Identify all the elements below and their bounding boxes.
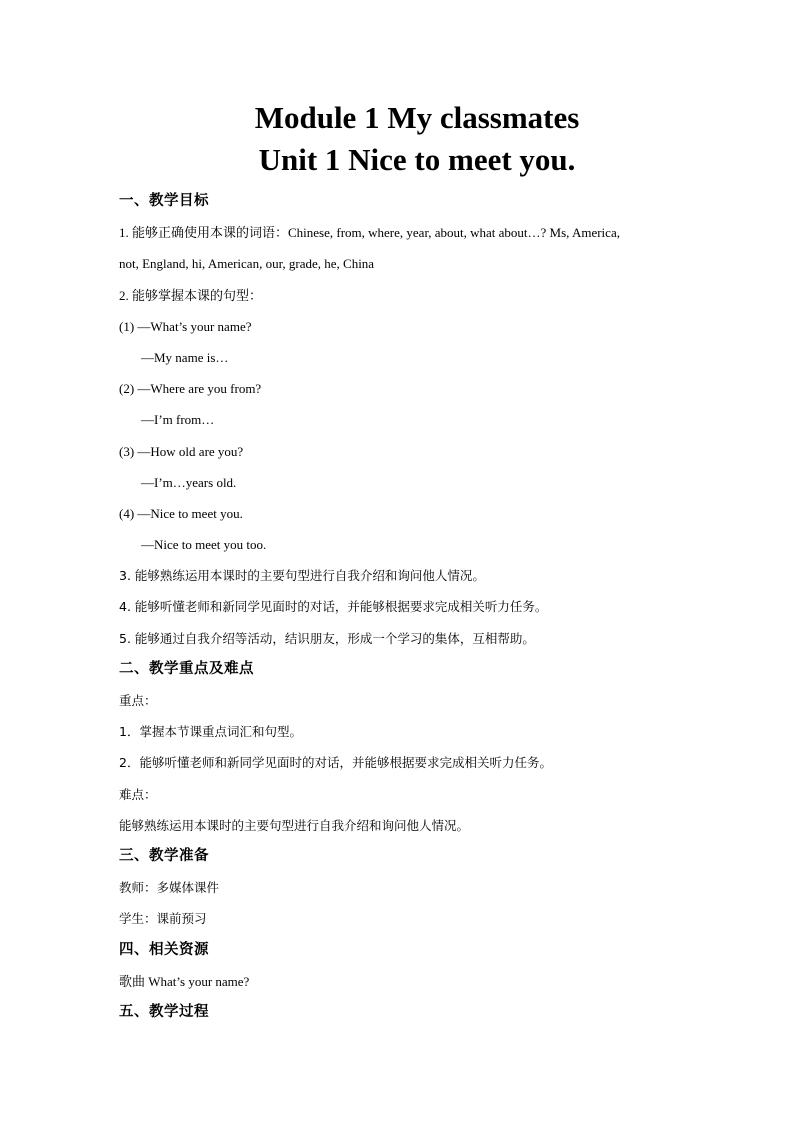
pattern-1-question: (1) —What’s your name? xyxy=(119,318,252,334)
key-points-label: 重点： xyxy=(119,693,157,708)
section-heading-process: 五、教学过程 xyxy=(119,1003,209,1020)
pattern-1-answer: —My name is… xyxy=(141,349,229,365)
pattern-3-question: (3) —How old are you? xyxy=(119,443,244,459)
objective-1-line-a: 1. 能够正确使用本课的词语：Chinese, from, where, year, about, what about…? Ms, America, xyxy=(119,225,620,241)
pattern-3-answer: —I’m…years old. xyxy=(141,474,237,490)
objective-1-line-b: not, England, hi, American, our, grade, he, China xyxy=(119,256,375,272)
pattern-4-question: (4) —Nice to meet you. xyxy=(119,505,243,521)
document-title xyxy=(119,97,679,181)
difficulty-1: 能够熟练运用本课时的主要句型进行自我介绍和询问他人情况。 xyxy=(119,817,470,833)
title-unit: Unit 1 Nice to meet you. xyxy=(258,142,576,177)
section-heading-key-points: 二、教学重点及难点 xyxy=(119,660,254,677)
resource-song: 歌曲 What’s your name? xyxy=(119,973,250,989)
key-point-1: 1．掌握本节课重点词汇和句型。 xyxy=(119,724,302,740)
document-body xyxy=(119,186,679,1028)
objective-3: 3. 能够熟练运用本课时的主要句型进行自我介绍和询问他人情况。 xyxy=(119,568,485,584)
section-heading-preparation: 三、教学准备 xyxy=(119,847,209,864)
objective-2: 2. 能够掌握本课的句型： xyxy=(119,287,263,303)
pattern-2-question: (2) —Where are you from? xyxy=(119,381,262,397)
objective-5: 5. 能够通过自我介绍等活动，结识朋友，形成一个学习的集体，互相帮助。 xyxy=(119,630,535,646)
section-heading-objectives: 一、教学目标 xyxy=(119,193,209,209)
document-page xyxy=(119,97,679,1028)
difficulty-label: 难点： xyxy=(119,786,157,802)
pattern-2-answer: —I’m from… xyxy=(141,412,215,428)
title-module: Module 1 My classmates xyxy=(254,100,580,135)
preparation-student: 学生：课前预习 xyxy=(119,911,207,927)
preparation-teacher: 教师：多媒体课件 xyxy=(119,880,220,896)
objective-4: 4. 能够听懂老师和新同学见面时的对话，并能够根据要求完成相关听力任务。 xyxy=(119,599,548,615)
key-point-2: 2．能够听懂老师和新同学见面时的对话，并能够根据要求完成相关听力任务。 xyxy=(119,755,552,771)
section-heading-resources: 四、相关资源 xyxy=(119,941,209,958)
pattern-4-answer: —Nice to meet you too. xyxy=(141,537,267,553)
